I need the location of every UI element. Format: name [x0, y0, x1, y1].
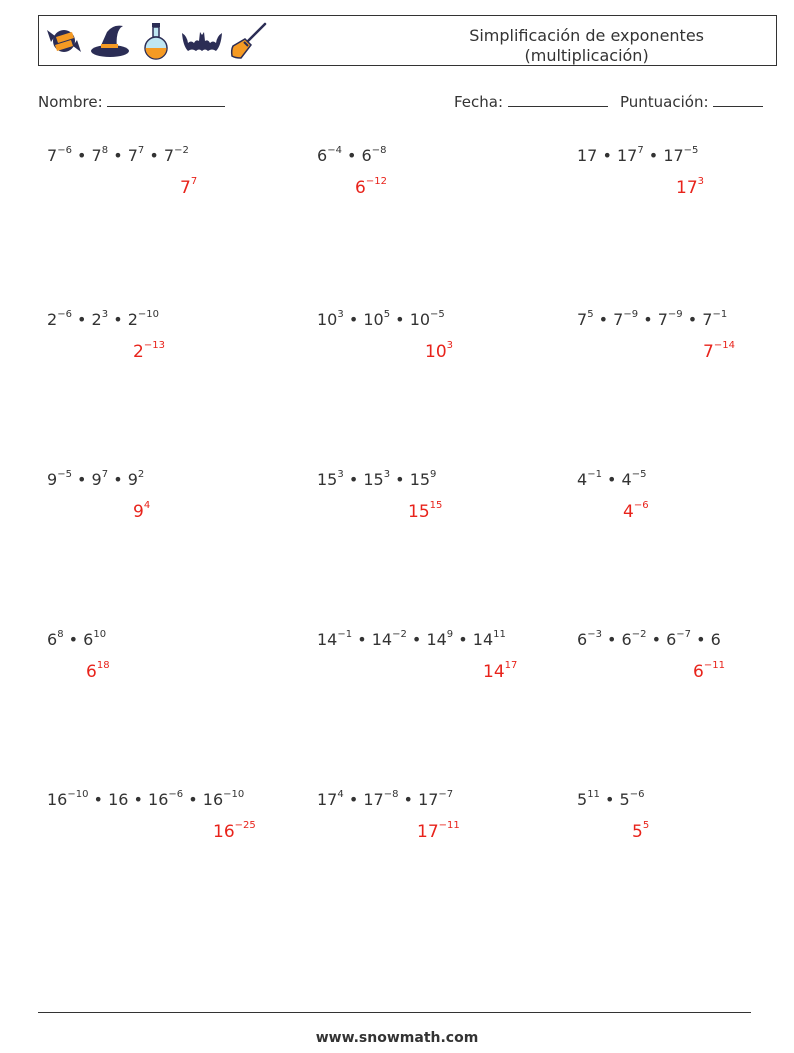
problem-expression: $15^3$ • $15^3$ • $15^9$	[317, 468, 437, 489]
problem-expression: $9^{-5}$ • $9^7$ • $9^2$	[47, 468, 145, 489]
score-blank[interactable]	[713, 92, 763, 107]
problem-answer: $15^{15}$	[408, 500, 443, 522]
problem-answer: $7^7$	[180, 176, 198, 198]
icon-row	[43, 20, 269, 62]
title-line-1: Simplificación de exponentes	[469, 26, 704, 45]
witch-hat-icon	[89, 20, 131, 62]
problem-answer: $6^{18}$	[86, 660, 110, 682]
problem-answer: $9^4$	[133, 500, 151, 522]
broom-icon	[227, 20, 269, 62]
problem-expression: $6^{-4}$ • $6^{-8}$	[317, 144, 387, 165]
problem-answer: $10^3$	[425, 340, 454, 362]
header-box	[38, 15, 777, 66]
date-field	[454, 92, 608, 111]
name-field	[38, 92, 225, 111]
name-blank[interactable]	[107, 92, 225, 107]
problem-expression: $6^{-3}$ • $6^{-2}$ • $6^{-7}$ • 6	[577, 628, 721, 649]
title-line-2: (multiplicación)	[524, 46, 649, 65]
problem-answer: $2^{-13}$	[133, 340, 165, 362]
problem-expression: $7^5$ • $7^{-9}$ • $7^{-9}$ • $7^{-1}$	[577, 308, 728, 329]
score-field	[620, 92, 763, 111]
name-label: Nombre:	[38, 93, 103, 111]
problem-expression: $2^{-6}$ • $2^3$ • $2^{-10}$	[47, 308, 160, 329]
problem-answer: $7^{-14}$	[703, 340, 735, 362]
potion-icon	[135, 20, 177, 62]
problem-expression: $6^8$ • $6^{10}$	[47, 628, 107, 649]
problem-expression: $4^{-1}$ • $4^{-5}$	[577, 468, 647, 489]
problem-answer: $16^{-25}$	[213, 820, 256, 842]
problem-answer: $14^{17}$	[483, 660, 518, 682]
bottom-divider	[38, 1012, 751, 1013]
problem-expression: $14^{-1}$ • $14^{-2}$ • $14^9$ • $14^{11}$	[317, 628, 506, 649]
date-label: Fecha:	[454, 93, 504, 111]
problem-expression: 17 • $17^7$ • $17^{-5}$	[577, 144, 699, 165]
candy-icon	[43, 20, 85, 62]
problem-answer: $4^{-6}$	[623, 500, 649, 522]
worksheet-title	[469, 26, 704, 66]
problem-answer: $17^{-11}$	[417, 820, 460, 842]
problem-expression: $7^{-6}$ • $7^8$ • $7^7$ • $7^{-2}$	[47, 144, 189, 165]
problem-expression: $5^{11}$ • $5^{-6}$	[577, 788, 645, 809]
score-label: Puntuación:	[620, 93, 709, 111]
date-blank[interactable]	[508, 92, 608, 107]
footer-url: www.snowmath.com	[315, 1030, 479, 1046]
problem-expression: $10^3$ • $10^5$ • $10^{-5}$	[317, 308, 445, 329]
problem-expression: $16^{-10}$ • 16 • $16^{-6}$ • $16^{-10}$	[47, 788, 245, 809]
problem-answer: $6^{-11}$	[693, 660, 725, 682]
problem-answer: $5^5$	[632, 820, 650, 842]
problem-answer: $6^{-12}$	[355, 176, 387, 198]
bat-icon	[181, 20, 223, 62]
problem-answer: $17^3$	[676, 176, 705, 198]
problem-expression: $17^4$ • $17^{-8}$ • $17^{-7}$	[317, 788, 454, 809]
